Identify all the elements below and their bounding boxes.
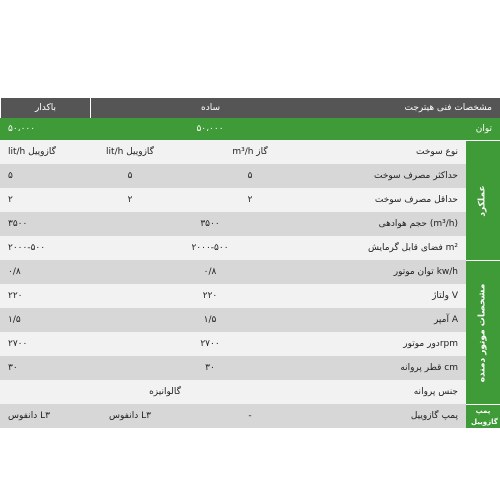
row-value-tank: lit/h گازوییل [8, 147, 56, 157]
row-value-plain: ۲۷۰۰ [200, 339, 220, 349]
row-value-gas: - [248, 411, 252, 421]
row-value-gas: ۲ [247, 195, 253, 205]
row-value-gas: m³/h گاز [232, 147, 268, 157]
row-value-diesel: ۲ [127, 195, 133, 205]
table-row [0, 260, 500, 284]
row-label: ولتاژ V [432, 291, 458, 301]
header-title: مشخصات فنی هیترجت [330, 98, 500, 118]
section-performance-label: عملکرد [477, 184, 488, 217]
row-label: دور موتورrpm [403, 339, 458, 349]
table-row [0, 284, 500, 308]
row-label: قطر پروانه cm [400, 363, 458, 373]
section-pump-label: پمپ گازوییل [471, 406, 498, 426]
section-motor-label: مشخصات موتور دمنده [477, 283, 488, 382]
row-label: آمپر A [433, 315, 458, 325]
row-value-diesel: lit/h گازوییل [106, 147, 154, 157]
section-performance [466, 140, 500, 260]
table-row [0, 404, 500, 428]
row-value-plain: ۲۲۰ [202, 291, 218, 301]
table-row [0, 380, 500, 404]
row-label: جنس پروانه [413, 387, 458, 397]
table-row [0, 356, 500, 380]
table-row [0, 332, 500, 356]
row-value-tank: ۲۷۰۰ [8, 339, 28, 349]
header-plain: ساده [90, 98, 330, 118]
section-motor [466, 260, 500, 404]
row-value-tank: ۳۵۰۰ [8, 219, 28, 229]
row-value-plain: ۱/۵ [203, 315, 217, 325]
row-value-plain: ۳۵۰۰ [200, 219, 220, 229]
row-value-tank: ۳۰ [8, 363, 18, 373]
row-value-tank: دانفوس L۳ [8, 411, 50, 421]
table-row [0, 236, 500, 260]
row-label: پمپ گازوییل [410, 411, 458, 421]
row-label: فضای قابل گرمایش m² [367, 243, 458, 253]
row-value-tank: ۲ [8, 195, 13, 205]
row-value-tank: ۲۰۰۰-۵۰۰ [8, 243, 46, 253]
row-value-material: گالوانیزه [149, 387, 181, 397]
table-row [0, 308, 500, 332]
table-row [0, 188, 500, 212]
row-value-plain: ۲۰۰۰-۵۰۰ [191, 243, 229, 253]
row-value-diesel: دانفوس L۳ [109, 411, 151, 421]
table-row [0, 140, 500, 164]
row-value-plain: ۳۰ [205, 363, 215, 373]
row-value-gas: ۵ [247, 171, 253, 181]
row-label: توان موتور kw/h [393, 267, 458, 277]
power-tank-value: ۵۰،۰۰۰ [0, 118, 90, 140]
table-row [0, 212, 500, 236]
section-pump [466, 404, 500, 428]
row-value-diesel: ۵ [127, 171, 133, 181]
table-row [0, 164, 500, 188]
row-label: حداقل مصرف سوخت [374, 195, 458, 205]
row-label: حداکثر مصرف سوخت [374, 171, 458, 181]
row-label: نوع سوخت [416, 147, 458, 157]
row-value-plain: ۰/۸ [203, 267, 217, 277]
header-row [0, 98, 500, 118]
power-row [0, 118, 500, 140]
power-label: توان [330, 118, 500, 140]
row-label: حجم هوادهی (m³/h) [378, 219, 458, 229]
header-tank: باکدار [0, 98, 90, 118]
row-value-tank: ۰/۸ [8, 267, 21, 277]
row-value-tank: ۱/۵ [8, 315, 21, 325]
power-plain-value: ۵۰،۰۰۰ [90, 118, 330, 140]
row-value-tank: ۵ [8, 171, 13, 181]
spec-table [0, 98, 500, 430]
row-value-tank: ۲۲۰ [8, 291, 23, 301]
